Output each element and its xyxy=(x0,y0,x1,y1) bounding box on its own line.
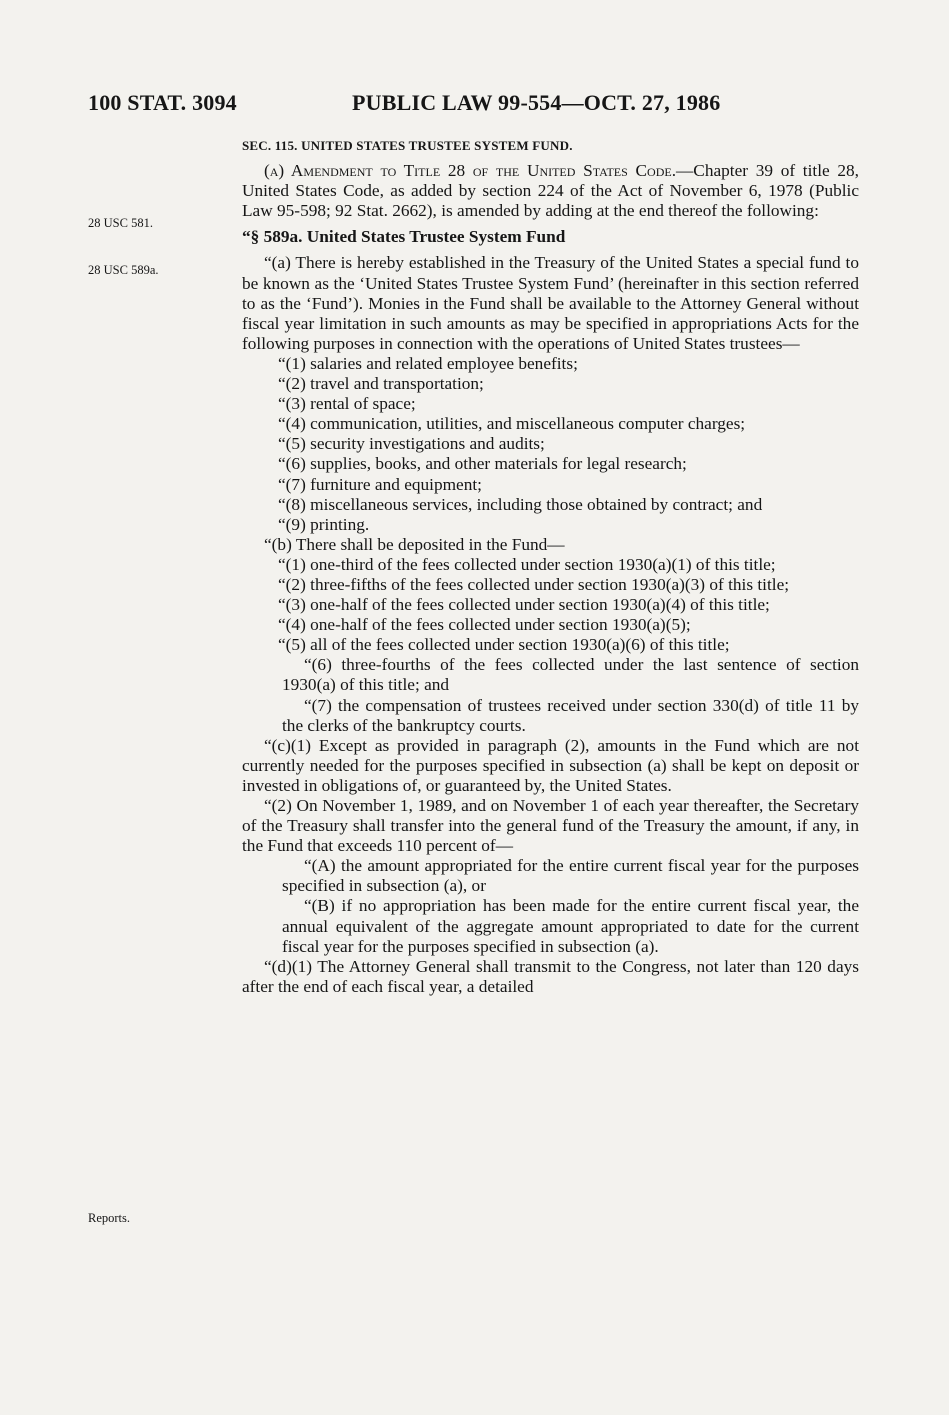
list-item-b5: “(5) all of the fees collected under section 1930(a)(6) of this title; xyxy=(278,635,730,655)
list-item-a8: “(8) miscellaneous services, including those obtained by contract; and xyxy=(278,494,763,514)
list-item-c2a: “(A) the amount appropriated for the entire current fiscal year for the purposes specified in subsection (a), or xyxy=(282,856,859,896)
margin-note-reports: Reports. xyxy=(88,1211,131,1225)
list-item-a7: “(7) furniture and equipment; xyxy=(278,474,482,494)
public-law-title: PUBLIC LAW 99-554—OCT. 27, 1986 xyxy=(352,90,721,115)
list-item-b7: “(7) the compensation of trustees received under section 330(d) of title 11 by the clerks of the bankruptcy courts. xyxy=(282,695,859,735)
statute-citation: 100 STAT. 3094 xyxy=(88,90,237,115)
paragraph-c2: “(2) On November 1, 1989, and on November 1 of each year thereafter, the Secretary of the Treasury shall transfer into the general fund of the Treasury the amount, if any, in the Fund that exceeds 110 percent of— xyxy=(242,796,859,856)
paragraph-a: “(a) There is hereby established in the Treasury of the United States a special fund to be known as the ‘United States Trustee System Fund’ (hereinafter in this section referred to as the ‘Fund’). Monies in the Fund shall be available to the Attorney General without fiscal year limitation in such amounts as may be specified in appropriations Acts for the following purposes in connection with the operations of United States trustees— xyxy=(242,253,859,353)
list-item-c2b: “(B) if no appropriation has been made for the entire current fiscal year, the annual equivalent of the aggregate amount appropriated to date for the current fiscal year for the purposes specified in subsection (a). xyxy=(282,896,859,956)
list-item-a3: “(3) rental of space; xyxy=(278,394,416,414)
section-heading: SEC. 115. UNITED STATES TRUSTEE SYSTEM FUND. xyxy=(242,138,573,153)
list-item-a9: “(9) printing. xyxy=(278,514,370,534)
list-item-a6: “(6) supplies, books, and other materials for legal research; xyxy=(278,454,687,474)
list-item-b3: “(3) one-half of the fees collected under section 1930(a)(4) of this title; xyxy=(278,595,770,615)
amendment-lead: (a) Amendment to Title 28 of the United States Code. xyxy=(264,161,677,181)
margin-note-589a: 28 USC 589a. xyxy=(88,263,159,277)
list-item-b2: “(2) three-fifths of the fees collected under section 1930(a)(3) of this title; xyxy=(278,574,790,594)
list-item-b4: “(4) one-half of the fees collected under section 1930(a)(5); xyxy=(278,615,691,635)
list-item-a5: “(5) security investigations and audits; xyxy=(278,434,545,454)
list-item-a4: “(4) communication, utilities, and miscellaneous computer charges; xyxy=(278,414,746,434)
paragraph-c1: “(c)(1) Except as provided in paragraph (2), amounts in the Fund which are not currently needed for the purposes specified in subsection (a) shall be kept on deposit or invested in obligations of, or guaranteed by, the United States. xyxy=(242,735,859,795)
list-item-b6: “(6) three-fourths of the fees collected under the last sentence of section 1930(a) of this title; and xyxy=(282,655,859,695)
paragraph-b: “(b) There shall be deposited in the Fund— xyxy=(264,534,565,554)
document-body xyxy=(242,136,859,997)
margin-note-581: 28 USC 581. xyxy=(88,216,153,230)
list-item-a2: “(2) travel and transportation; xyxy=(278,374,484,394)
paragraph-d1: “(d)(1) The Attorney General shall transmit to the Congress, not later than 120 days after the end of each fiscal year, a detailed xyxy=(242,956,859,996)
new-section-title: “§ 589a. United States Trustee System Fund xyxy=(242,227,566,247)
list-item-b1: “(1) one-third of the fees collected under section 1930(a)(1) of this title; xyxy=(278,554,776,574)
amendment-text: —Chapter 39 of title 28, United States Code, as added by section 224 of the Act of November 6, 1978 (Public Law 95-598; 92 Stat. 2662), is amended by adding at the end thereof the following: xyxy=(242,161,859,221)
list-item-a1: “(1) salaries and related employee benefits; xyxy=(278,353,578,373)
amendment-paragraph xyxy=(242,161,859,221)
